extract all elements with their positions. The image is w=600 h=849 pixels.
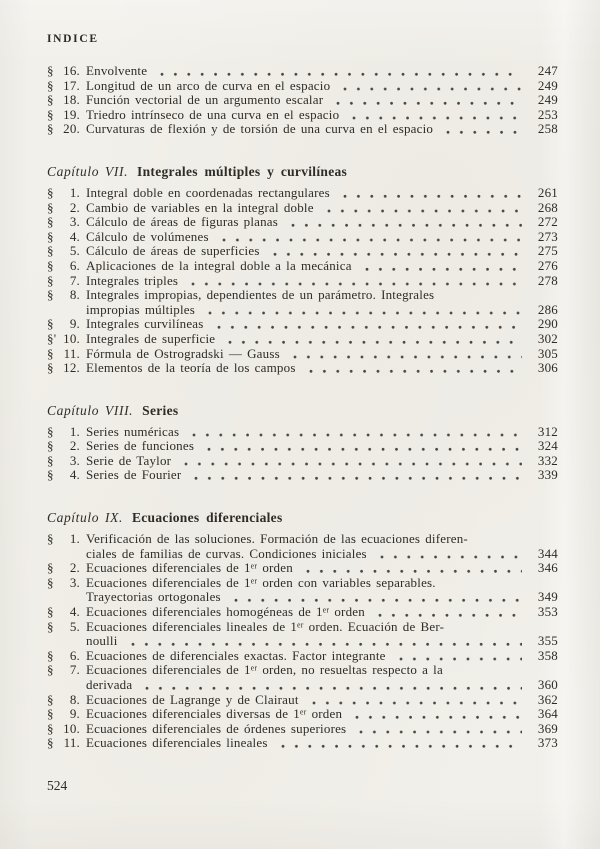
section-marker [47, 79, 80, 94]
section-symbol: § [47, 647, 54, 663]
dot-leader [355, 722, 522, 737]
entry-page-number: 276 [537, 257, 558, 273]
section-marker [47, 108, 80, 123]
entry-title: Ecuaciones diferenciales de 1ᵉʳ orden con variables separables. [86, 575, 436, 590]
section-number: 9. [69, 316, 80, 332]
section-symbol: § [47, 467, 54, 483]
section-symbol: § [47, 574, 54, 590]
entry-page-number: 349 [537, 589, 558, 605]
toc-entry-line [47, 722, 558, 737]
dot-leader [351, 707, 522, 722]
toc-chapter [47, 164, 558, 376]
entry-title: Integral doble en coordenadas rectangulares [86, 185, 330, 200]
section-marker [47, 468, 80, 483]
entry-title: Triedro intrínseco de una curva en el espacio [86, 107, 340, 122]
entry-title: Ecuaciones de Lagrange y de Clairaut [86, 692, 299, 707]
section-marker [47, 693, 80, 708]
section-symbol: § [47, 228, 54, 244]
toc-entry [47, 274, 558, 289]
section-marker [47, 201, 80, 216]
section-number: 11. [63, 345, 80, 361]
dot-leader [213, 317, 522, 332]
section-number: 4. [69, 604, 80, 620]
entry-page-number: 362 [537, 691, 558, 707]
section-number: 17. [63, 77, 80, 93]
entry-title: Series de funciones [86, 439, 195, 454]
toc-entry-line [47, 649, 558, 664]
toc-entry-line [47, 347, 558, 362]
toc-entry-line [47, 108, 558, 123]
section-symbol: § [47, 63, 54, 78]
toc-entry-line [47, 274, 558, 289]
entry-title: Ecuaciones diferenciales homogéneas de 1ᵉʳ orden [86, 605, 365, 620]
section-symbol: § [47, 691, 54, 707]
dot-leader [339, 186, 522, 201]
section-number: 11. [63, 735, 80, 751]
toc-entry-line [47, 663, 558, 678]
dot-leader [374, 605, 522, 620]
entry-title: Integrales triples [86, 273, 179, 288]
toc-entry [47, 317, 558, 332]
toc-entry [47, 620, 558, 649]
section-symbol: § [47, 360, 54, 376]
toc-entry [47, 605, 558, 620]
section-symbol: § [47, 106, 54, 122]
toc-entry-line [47, 736, 558, 751]
entry-title: Cambio de variables en la integral doble [86, 200, 314, 215]
entry-title: Ecuaciones de diferenciales exactas. Factor integrante [86, 648, 386, 663]
toc-entry [47, 93, 558, 108]
chapter-title: Series [142, 402, 179, 418]
section-symbol: § [47, 452, 54, 468]
section-symbol: § [47, 287, 54, 303]
entry-title: Series numéricas [86, 424, 180, 439]
toc-entry-line [47, 361, 558, 376]
dot-leader [127, 634, 522, 649]
entry-title: Ecuaciones diferenciales de 1ᵉʳ orden, no resueltas respecto a la [86, 663, 443, 678]
section-marker [47, 332, 80, 347]
entry-page-number: 369 [537, 720, 558, 736]
toc-entry [47, 663, 558, 692]
toc-entry [47, 64, 558, 79]
dot-leader [395, 649, 522, 664]
dot-leader [302, 561, 522, 576]
toc-entry-line [47, 693, 558, 708]
chapter-label: Capítulo VII. [47, 163, 129, 179]
section-marker [47, 678, 80, 693]
dot-leader [204, 303, 522, 318]
section-symbol: § [47, 735, 54, 751]
entry-page-number: 258 [537, 121, 558, 137]
section-symbol: §' [47, 330, 57, 346]
section-symbol: § [47, 316, 54, 332]
dot-leader [348, 108, 522, 123]
section-marker [47, 605, 80, 620]
section-symbol: § [47, 214, 54, 230]
dot-leader [442, 122, 522, 137]
section-marker [47, 707, 80, 722]
toc-entry [47, 532, 558, 561]
entry-page-number: 355 [537, 633, 558, 649]
dot-leader [289, 347, 522, 362]
section-number: 7. [69, 272, 80, 288]
chapter-title: Ecuaciones diferenciales [131, 510, 283, 526]
section-marker [47, 425, 80, 440]
entry-title: Cálculo de áreas de superficies [86, 244, 260, 259]
toc-entry-line [47, 439, 558, 454]
entry-page-number: 339 [537, 467, 558, 483]
entry-page-number: 332 [537, 452, 558, 468]
entry-page-number: 306 [537, 360, 558, 376]
section-marker [47, 620, 80, 635]
entry-title: Longitud de un arco de curva en el espacio [86, 78, 331, 93]
dot-leader [203, 439, 522, 454]
entry-page-number: 346 [537, 560, 558, 576]
section-number: 1. [69, 531, 80, 547]
section-number: 3. [69, 574, 80, 590]
entry-page-number: 249 [537, 77, 558, 93]
dot-leader [230, 590, 522, 605]
page-header-indice: INDICE [47, 33, 99, 45]
section-symbol: § [47, 662, 54, 678]
section-symbol: § [47, 423, 54, 439]
entry-page-number: 275 [537, 243, 558, 259]
section-number: 2. [69, 560, 80, 576]
toc-entry [47, 332, 558, 347]
section-symbol: § [47, 720, 54, 736]
toc-entry-line [47, 186, 558, 201]
section-marker [47, 230, 80, 245]
toc-entry [47, 649, 558, 664]
section-marker [47, 576, 80, 591]
entry-page-number: 302 [537, 330, 558, 346]
toc-entry [47, 347, 558, 362]
toc-entry [47, 79, 558, 94]
dot-leader [180, 454, 522, 469]
section-number: 10. [63, 720, 80, 736]
chapter-heading [47, 164, 558, 179]
section-number: 12. [63, 360, 80, 376]
section-symbol: § [47, 243, 54, 259]
entry-page-number: 268 [537, 199, 558, 215]
toc-entry [47, 693, 558, 708]
section-number: 9. [69, 706, 80, 722]
section-marker [47, 736, 80, 751]
entry-page-number: 312 [537, 423, 558, 439]
toc-entry-line [47, 707, 558, 722]
section-symbol: § [47, 438, 54, 454]
section-number: 2. [69, 438, 80, 454]
dot-leader [190, 468, 522, 483]
dot-leader [188, 425, 522, 440]
entry-page-number: 278 [537, 272, 558, 288]
entry-title: Series de Fourier [86, 468, 182, 483]
section-symbol: § [47, 257, 54, 273]
section-symbol: § [47, 92, 54, 108]
entry-page-number: 305 [537, 345, 558, 361]
dot-leader [339, 79, 522, 94]
entry-title: Serie de Taylor [86, 453, 172, 468]
section-marker [47, 244, 80, 259]
section-marker [47, 361, 80, 376]
section-symbol: § [47, 618, 54, 634]
dot-leader [332, 93, 522, 108]
section-number: 5. [69, 618, 80, 634]
toc-entry [47, 439, 558, 454]
toc-entry-line [47, 244, 558, 259]
entry-page-number: 358 [537, 647, 558, 663]
dot-leader [308, 693, 522, 708]
entry-title: impropias múltiples [86, 302, 196, 317]
toc-entry [47, 576, 558, 605]
toc-entry [47, 288, 558, 317]
section-marker [47, 122, 80, 137]
section-number: 20. [63, 121, 80, 137]
toc-entry-line [47, 79, 558, 94]
chapter-heading [47, 403, 558, 418]
toc-entry [47, 215, 558, 230]
entry-title: derivada [86, 678, 133, 692]
entry-title: Verificación de las soluciones. Formación de las ecuaciones diferen- [86, 532, 468, 547]
dot-leader [218, 230, 522, 245]
toc-chapter [47, 510, 558, 751]
section-marker [47, 215, 80, 230]
section-number: 10. [63, 330, 80, 346]
entry-title: Ecuaciones diferenciales lineales de 1ᵉʳ orden. Ecuación de Ber- [86, 619, 445, 634]
section-marker [47, 317, 80, 332]
entry-page-number: 286 [537, 301, 558, 317]
section-number: 6. [69, 647, 80, 663]
toc-entry-line [47, 93, 558, 108]
entry-title: Cálculo de volúmenes [86, 229, 209, 244]
chapter-label: Capítulo VIII. [47, 402, 134, 418]
entry-title: ciales de familias de curvas. Condiciones iniciales [86, 546, 367, 561]
section-symbol: § [47, 272, 54, 288]
toc-entry-line [47, 64, 558, 79]
toc-entry [47, 561, 558, 576]
toc-entry-line [47, 288, 558, 303]
entry-page-number: 344 [537, 545, 558, 561]
section-marker [47, 722, 80, 737]
dot-leader [277, 736, 522, 751]
toc-entry [47, 361, 558, 376]
section-number: 8. [69, 287, 80, 303]
toc-entry [47, 468, 558, 483]
entry-title: Aplicaciones de la integral doble a la mecánica [86, 258, 352, 273]
section-marker [47, 547, 80, 562]
entry-page-number: 253 [537, 106, 558, 122]
entry-page-number: 364 [537, 706, 558, 722]
toc-entry [47, 122, 558, 137]
entry-page-number: 261 [537, 184, 558, 200]
section-marker [47, 288, 80, 303]
section-marker [47, 634, 80, 649]
entry-page-number: 373 [537, 735, 558, 751]
entry-page-number: 324 [537, 438, 558, 454]
section-marker [47, 454, 80, 469]
section-symbol: § [47, 531, 54, 547]
toc-entry [47, 230, 558, 245]
dot-leader [156, 64, 522, 79]
section-number: 7. [69, 662, 80, 678]
toc-chapters [47, 164, 558, 751]
dot-leader [323, 201, 522, 216]
toc-entry-line [47, 678, 558, 693]
section-symbol: § [47, 560, 54, 576]
dot-leader [269, 244, 522, 259]
entry-title: Integrales curvilíneas [86, 317, 204, 332]
chapter-label: Capítulo IX. [47, 510, 123, 526]
dot-leader [376, 547, 522, 562]
toc-entry-line [47, 468, 558, 483]
entry-title: Trayectorias ortogonales [86, 590, 221, 605]
section-number: 3. [69, 214, 80, 230]
section-symbol: § [47, 121, 54, 137]
section-symbol: § [47, 345, 54, 361]
entry-page-number: 353 [537, 604, 558, 620]
footer-page-number: 524 [47, 777, 68, 793]
chapter-title: Integrales múltiples y curvilíneas [137, 163, 348, 179]
dot-leader [224, 332, 522, 347]
section-number: 18. [63, 92, 80, 108]
entry-title: Cálculo de áreas de figuras planas [86, 215, 279, 230]
toc-entry-line [47, 317, 558, 332]
section-symbol: § [47, 77, 54, 93]
section-marker [47, 64, 80, 79]
toc-entry [47, 454, 558, 469]
toc-entry-line [47, 605, 558, 620]
entry-page-number: 273 [537, 228, 558, 244]
toc-entry-line [47, 215, 558, 230]
toc-entry-line [47, 454, 558, 469]
dot-leader [141, 678, 522, 693]
dot-leader [187, 274, 522, 289]
entry-page-number: 290 [537, 316, 558, 332]
section-marker [47, 259, 80, 274]
section-number: 2. [69, 199, 80, 215]
entry-page-number: 360 [537, 677, 558, 692]
entry-page-number: 272 [537, 214, 558, 230]
section-number: 4. [69, 228, 80, 244]
toc-chapter [47, 403, 558, 483]
section-marker [47, 561, 80, 576]
section-marker [47, 274, 80, 289]
entry-page-number: 249 [537, 92, 558, 108]
section-marker [47, 303, 80, 318]
section-number: 4. [69, 467, 80, 483]
section-number: 16. [63, 63, 80, 78]
section-marker [47, 439, 80, 454]
toc-entry [47, 425, 558, 440]
toc-entry-line [47, 547, 558, 562]
section-symbol: § [47, 184, 54, 200]
toc-entry [47, 736, 558, 751]
entry-title: Integrales impropias, dependientes de un parámetro. Integrales [86, 288, 435, 303]
entry-title: Función vectorial de un argumento escalar [86, 93, 324, 108]
entry-title: Elementos de la teoría de los campos [86, 361, 296, 376]
dot-leader [287, 215, 522, 230]
toc-entry [47, 186, 558, 201]
entry-title: Ecuaciones diferenciales lineales [86, 736, 268, 751]
entry-title: Ecuaciones diferenciales de 1ᵉʳ orden [86, 561, 293, 576]
entry-title: Curvaturas de flexión y de torsión de una curva en el espacio [86, 122, 434, 137]
section-symbol: § [47, 706, 54, 722]
toc-entry-line [47, 122, 558, 137]
section-marker [47, 93, 80, 108]
section-marker [47, 347, 80, 362]
section-number: 3. [69, 452, 80, 468]
toc-entry-line [47, 201, 558, 216]
section-marker [47, 186, 80, 201]
toc-entry-line [47, 332, 558, 347]
dot-leader [305, 361, 522, 376]
toc-entry-line [47, 590, 558, 605]
entry-title: Fórmula de Ostrogradski — Gauss [86, 346, 280, 361]
toc-entry [47, 722, 558, 737]
toc-entry-line [47, 532, 558, 547]
dot-leader [361, 259, 522, 274]
toc-intro-entries [47, 64, 558, 137]
entry-title: Ecuaciones diferenciales diversas de 1ᵉʳ orden [86, 707, 343, 722]
entry-title: Integrales de superficie [86, 331, 216, 346]
toc-entry-line [47, 620, 558, 635]
toc-entry [47, 244, 558, 259]
toc-entry [47, 201, 558, 216]
section-number: 1. [69, 184, 80, 200]
section-marker [47, 649, 80, 664]
entry-title: Envolvente [86, 64, 148, 78]
toc-entry [47, 259, 558, 274]
section-marker [47, 590, 80, 605]
entry-title: Ecuaciones diferenciales de órdenes superiores [86, 721, 347, 736]
chapter-heading [47, 510, 558, 525]
toc-entry-line [47, 634, 558, 649]
toc-entry-line [47, 576, 558, 591]
section-marker [47, 663, 80, 678]
section-number: 6. [69, 257, 80, 273]
entry-title: noulli [86, 634, 118, 649]
toc-entry [47, 707, 558, 722]
section-number: 8. [69, 691, 80, 707]
toc-entry-line [47, 259, 558, 274]
toc-entry-line [47, 303, 558, 318]
section-number: 1. [69, 423, 80, 439]
toc-entry-line [47, 230, 558, 245]
section-symbol: § [47, 199, 54, 215]
section-symbol: § [47, 604, 54, 620]
toc-entry [47, 108, 558, 123]
toc-entry-line [47, 425, 558, 440]
section-marker [47, 532, 80, 547]
entry-page-number: 247 [537, 63, 558, 78]
toc-entry-line [47, 561, 558, 576]
section-number: 5. [69, 243, 80, 259]
section-number: 19. [63, 106, 80, 122]
